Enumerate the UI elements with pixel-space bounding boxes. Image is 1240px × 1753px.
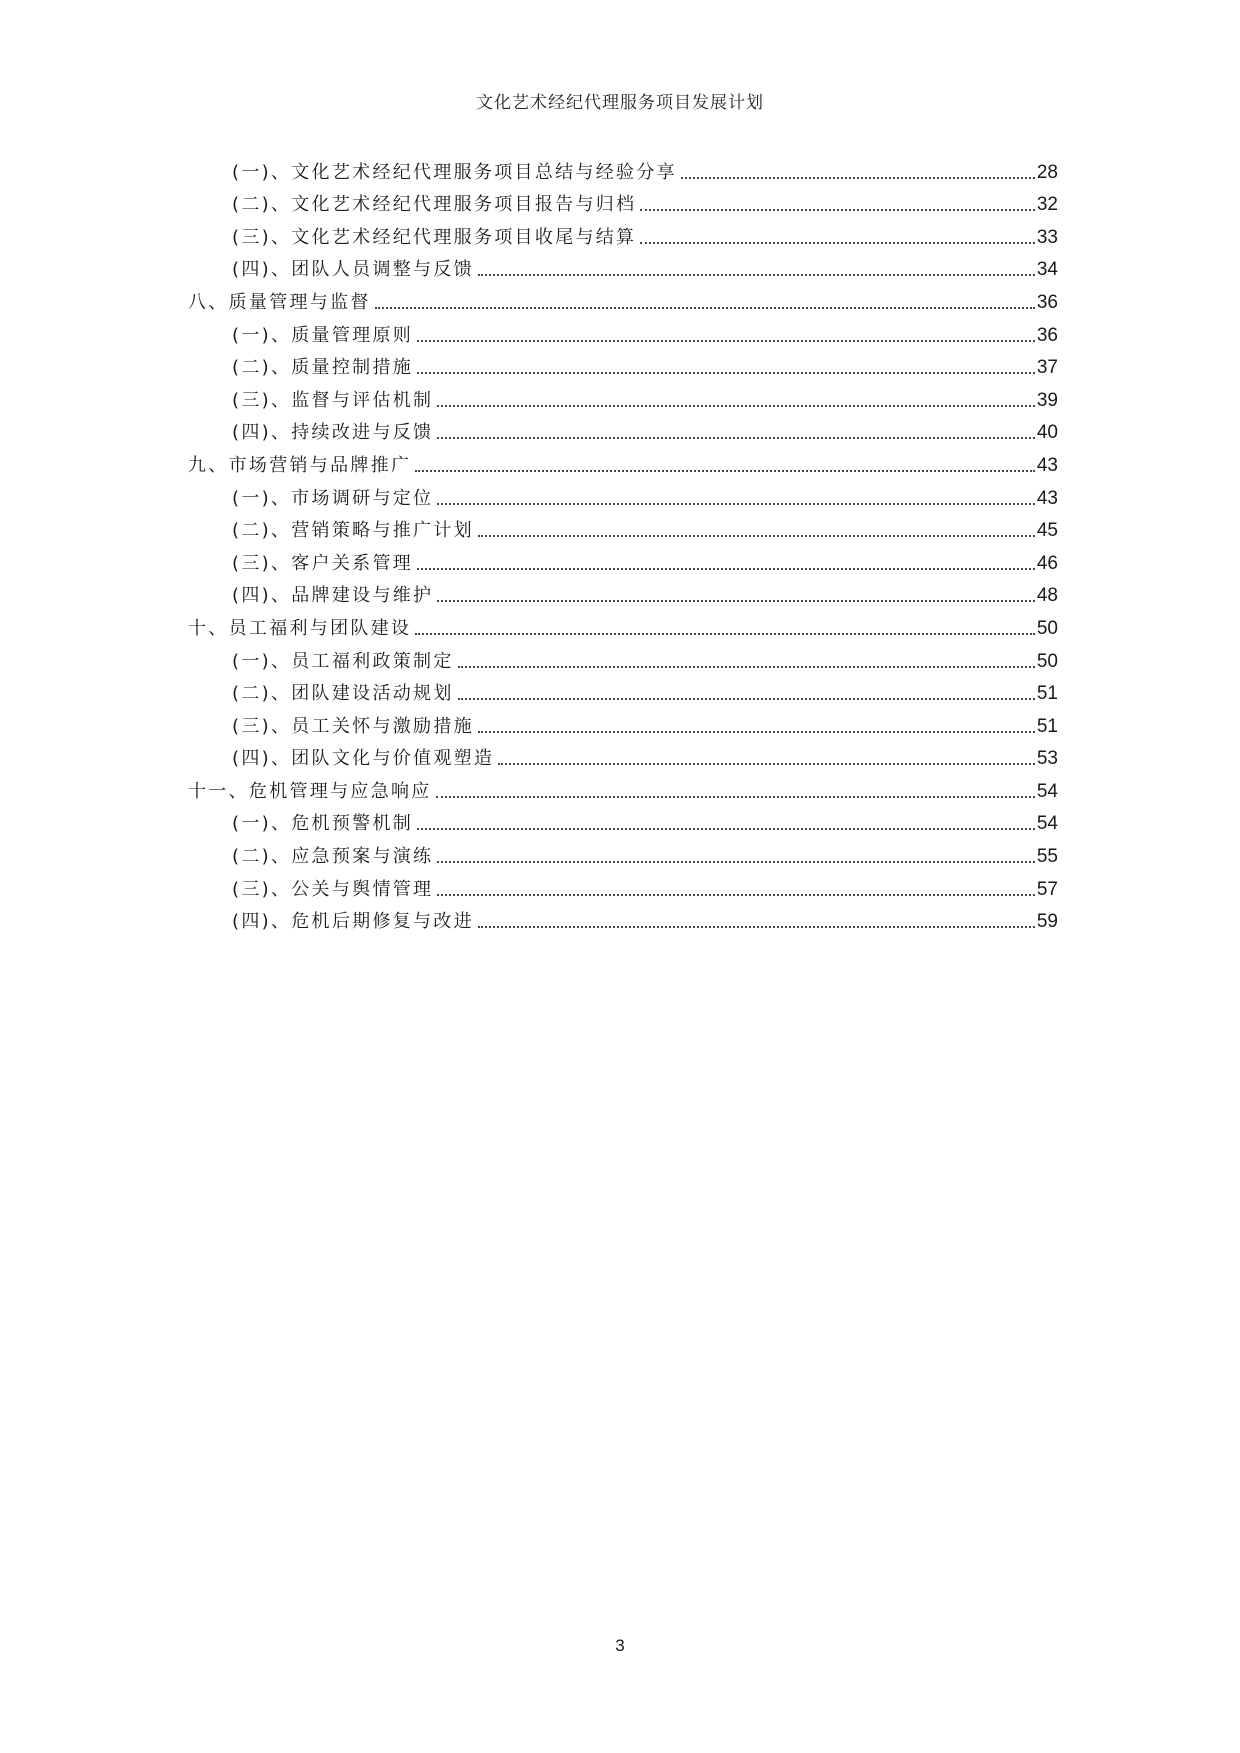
toc-chapter-entry[interactable] bbox=[188, 608, 1058, 641]
toc-entry-title: (四)、团队文化与价值观塑造 bbox=[232, 748, 495, 770]
toc-dot-leader bbox=[478, 925, 1035, 928]
toc-entry-title: (一)、危机预警机制 bbox=[232, 813, 414, 835]
toc-entry-title: (四)、持续改进与反馈 bbox=[232, 422, 434, 444]
toc-dot-leader bbox=[437, 436, 1035, 439]
toc-entry-title: (一)、市场调研与定位 bbox=[232, 487, 434, 509]
toc-entry-title: 九、市场营销与品牌推广 bbox=[188, 454, 412, 476]
toc-entry-title: (二)、团队建设活动规划 bbox=[232, 683, 454, 705]
toc-entry-title: (三)、文化艺术经纪代理服务项目收尾与结算 bbox=[232, 226, 637, 248]
toc-entry-title: (三)、公关与舆情管理 bbox=[232, 878, 434, 900]
toc-entry-title: (一)、质量管理原则 bbox=[232, 324, 414, 346]
toc-entry[interactable] bbox=[188, 217, 1058, 250]
toc-entry-page: 50 bbox=[1036, 650, 1058, 672]
toc-entry-title: (四)、团队人员调整与反馈 bbox=[232, 259, 474, 281]
toc-entry-title: (二)、应急预案与演练 bbox=[232, 846, 434, 868]
toc-dot-leader bbox=[437, 599, 1035, 602]
toc-dot-leader bbox=[415, 469, 1035, 472]
toc-entry[interactable] bbox=[188, 185, 1058, 218]
toc-entry-page: 46 bbox=[1036, 552, 1058, 574]
toc-dot-leader bbox=[415, 632, 1035, 635]
toc-entry[interactable] bbox=[188, 511, 1058, 544]
toc-dot-leader bbox=[437, 893, 1035, 896]
toc-entry-page: 55 bbox=[1036, 846, 1058, 868]
toc-entry-title: (三)、员工关怀与激励措施 bbox=[232, 715, 474, 737]
toc-entry[interactable] bbox=[188, 250, 1058, 283]
toc-dot-leader bbox=[478, 730, 1035, 733]
toc-entry[interactable] bbox=[188, 543, 1058, 576]
toc-entry-page: 48 bbox=[1036, 585, 1058, 607]
toc-dot-leader bbox=[417, 567, 1035, 570]
toc-entry-page: 39 bbox=[1036, 389, 1058, 411]
toc-entry[interactable] bbox=[188, 152, 1058, 185]
toc-entry[interactable] bbox=[188, 478, 1058, 511]
toc-dot-leader bbox=[681, 176, 1035, 179]
toc-entry-title: (四)、品牌建设与维护 bbox=[232, 585, 434, 607]
toc-entry-page: 50 bbox=[1036, 617, 1058, 639]
toc-entry-title: (二)、文化艺术经纪代理服务项目报告与归档 bbox=[232, 194, 637, 216]
toc-entry-page: 36 bbox=[1036, 324, 1058, 346]
toc-dot-leader bbox=[478, 534, 1035, 537]
toc-chapter-entry[interactable] bbox=[188, 771, 1058, 804]
toc-entry-page: 43 bbox=[1036, 454, 1058, 476]
page-number: 3 bbox=[615, 1636, 625, 1655]
toc-dot-leader bbox=[478, 273, 1035, 276]
toc-entry-page: 53 bbox=[1036, 748, 1058, 770]
toc-entry[interactable] bbox=[188, 576, 1058, 609]
toc-entry-title: (一)、员工福利政策制定 bbox=[232, 650, 454, 672]
toc-dot-leader bbox=[375, 306, 1035, 309]
toc-entry-title: 十一、危机管理与应急响应 bbox=[188, 780, 432, 802]
toc-entry[interactable] bbox=[188, 674, 1058, 707]
toc-dot-leader bbox=[437, 860, 1035, 863]
toc-entry-page: 36 bbox=[1036, 291, 1058, 313]
toc-entry-page: 37 bbox=[1036, 357, 1058, 379]
toc-dot-leader bbox=[417, 371, 1035, 374]
toc-chapter-entry[interactable] bbox=[188, 282, 1058, 315]
table-of-contents bbox=[188, 152, 1058, 934]
toc-entry[interactable] bbox=[188, 641, 1058, 674]
toc-entry-title: 八、质量管理与监督 bbox=[188, 291, 371, 313]
toc-chapter-entry[interactable] bbox=[188, 445, 1058, 478]
toc-entry-page: 33 bbox=[1036, 226, 1058, 248]
toc-entry[interactable] bbox=[188, 739, 1058, 772]
toc-dot-leader bbox=[417, 827, 1035, 830]
toc-entry-page: 34 bbox=[1036, 259, 1058, 281]
toc-entry-page: 28 bbox=[1036, 161, 1058, 183]
page-header: 文化艺术经纪代理服务项目发展计划 bbox=[476, 93, 764, 113]
toc-dot-leader bbox=[458, 665, 1035, 668]
toc-dot-leader bbox=[498, 762, 1035, 765]
toc-entry[interactable] bbox=[188, 836, 1058, 869]
toc-entry-title: (二)、营销策略与推广计划 bbox=[232, 520, 474, 542]
toc-entry-page: 51 bbox=[1036, 683, 1058, 705]
toc-dot-leader bbox=[458, 697, 1035, 700]
toc-dot-leader bbox=[437, 502, 1035, 505]
toc-entry-title: (三)、监督与评估机制 bbox=[232, 389, 434, 411]
toc-entry-page: 45 bbox=[1036, 520, 1058, 542]
toc-entry-title: (二)、质量控制措施 bbox=[232, 357, 414, 379]
toc-entry-page: 40 bbox=[1036, 422, 1058, 444]
toc-entry-page: 54 bbox=[1036, 780, 1058, 802]
toc-entry-page: 32 bbox=[1036, 194, 1058, 216]
toc-entry[interactable] bbox=[188, 348, 1058, 381]
toc-entry[interactable] bbox=[188, 869, 1058, 902]
toc-dot-leader bbox=[436, 795, 1035, 798]
toc-entry-title: (四)、危机后期修复与改进 bbox=[232, 911, 474, 933]
toc-entry[interactable] bbox=[188, 706, 1058, 739]
toc-entry-page: 51 bbox=[1036, 715, 1058, 737]
toc-entry-page: 43 bbox=[1036, 487, 1058, 509]
toc-entry-page: 54 bbox=[1036, 813, 1058, 835]
toc-dot-leader bbox=[437, 404, 1035, 407]
toc-entry-title: (三)、客户关系管理 bbox=[232, 552, 414, 574]
toc-dot-leader bbox=[640, 208, 1035, 211]
toc-entry[interactable] bbox=[188, 315, 1058, 348]
toc-entry[interactable] bbox=[188, 413, 1058, 446]
toc-entry-page: 57 bbox=[1036, 878, 1058, 900]
toc-entry[interactable] bbox=[188, 804, 1058, 837]
toc-entry-page: 59 bbox=[1036, 911, 1058, 933]
toc-entry-title: 十、员工福利与团队建设 bbox=[188, 617, 412, 639]
toc-entry[interactable] bbox=[188, 902, 1058, 935]
toc-entry-title: (一)、文化艺术经纪代理服务项目总结与经验分享 bbox=[232, 161, 677, 183]
toc-entry[interactable] bbox=[188, 380, 1058, 413]
toc-dot-leader bbox=[640, 241, 1035, 244]
toc-dot-leader bbox=[417, 339, 1035, 342]
